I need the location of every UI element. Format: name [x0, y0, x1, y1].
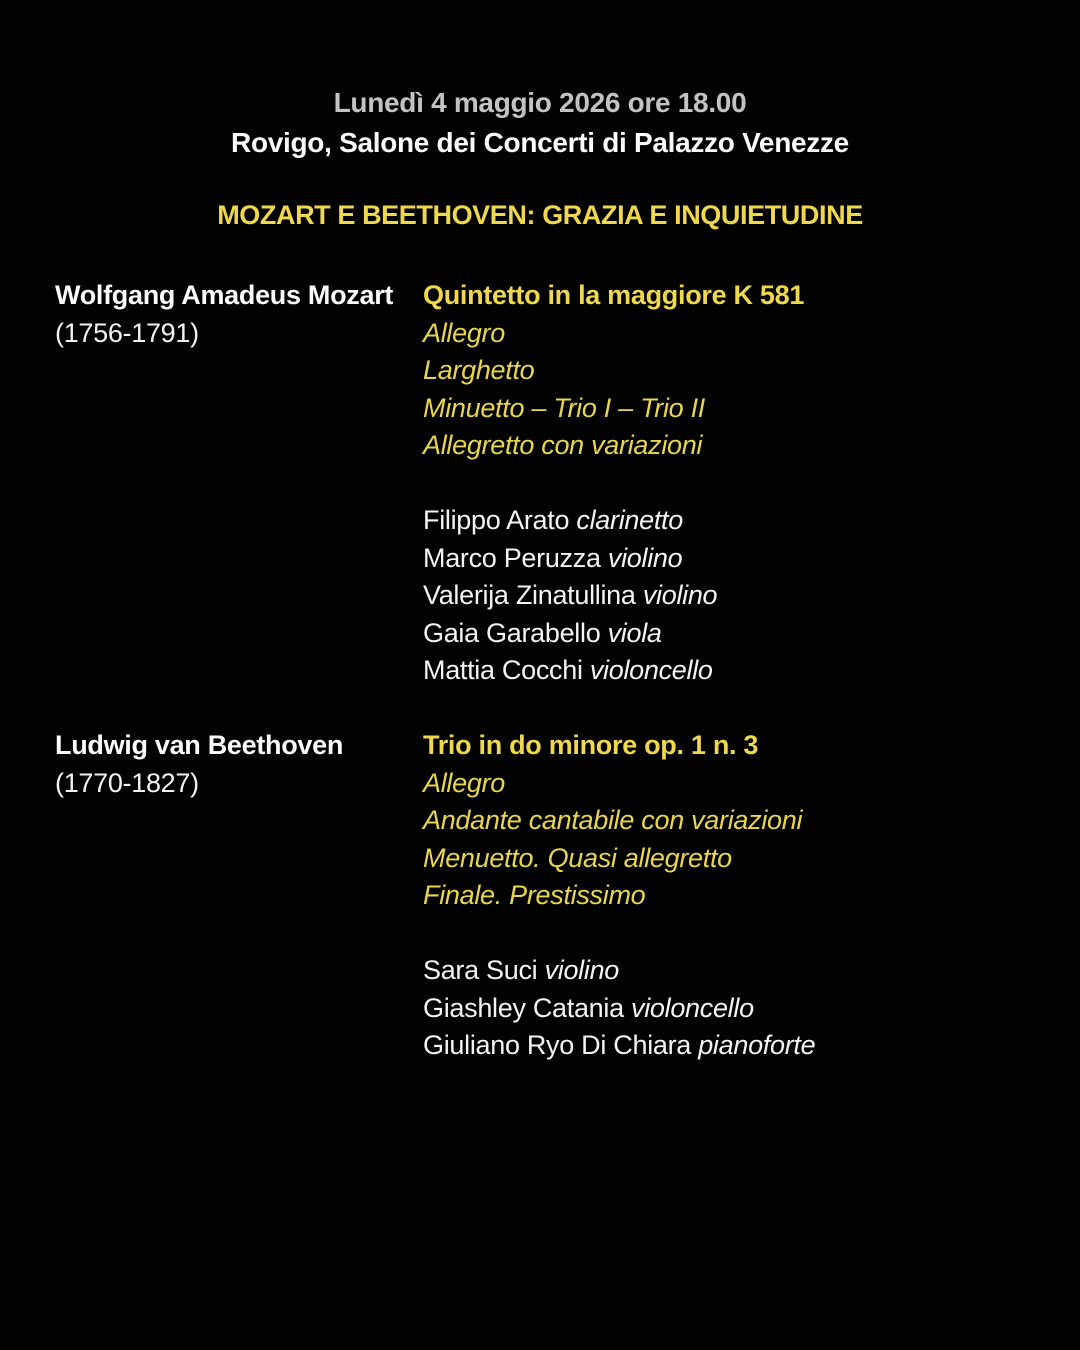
performer: [423, 1027, 1063, 1065]
work-column: [423, 727, 1063, 1065]
performer-instrument: viola: [607, 617, 662, 648]
event-datetime: Lunedì 4 maggio 2026 ore 18.00: [333, 87, 747, 118]
performer: [423, 577, 1063, 615]
concert-title: MOZART E BEETHOVEN: GRAZIA E INQUIETUDINE: [217, 200, 863, 230]
performer-name: Mattia Cocchi: [423, 655, 583, 685]
composer-column: [55, 277, 415, 352]
work-column: [423, 277, 1063, 690]
performer-name: Filippo Arato: [423, 505, 570, 535]
performer-instrument: violino: [544, 955, 620, 985]
movement: Allegretto con variazioni: [423, 430, 703, 460]
movement: Finale. Prestissimo: [423, 880, 646, 910]
performer-instrument: pianoforte: [698, 1030, 816, 1060]
performer-name: Valerija Zinatullina: [423, 580, 636, 610]
performer: [423, 502, 1063, 540]
composer-name: Ludwig van Beethoven: [55, 730, 344, 760]
performer: [423, 990, 1063, 1028]
movement: Allegro: [423, 317, 505, 348]
performer-name: Giashley Catania: [423, 992, 624, 1023]
performer-instrument: violoncello: [631, 992, 754, 1023]
composer-dates: (1756-1791): [55, 317, 199, 348]
performer: [423, 952, 1063, 990]
performer-name: Marco Peruzza: [423, 542, 601, 573]
movement: Menuetto. Quasi allegretto: [423, 842, 732, 873]
spacer: [423, 915, 1063, 953]
work-title: Trio in do minore op. 1 n. 3: [423, 730, 759, 760]
performer: [423, 652, 1063, 690]
performer: [423, 615, 1063, 653]
movement: Allegro: [423, 767, 505, 798]
performer-name: Gaia Garabello: [423, 617, 601, 648]
composer-name: Wolfgang Amadeus Mozart: [55, 280, 394, 310]
event-venue: Rovigo, Salone dei Concerti di Palazzo Venezze: [231, 127, 849, 158]
movement: Larghetto: [423, 355, 535, 385]
spacer: [423, 465, 1063, 503]
performer-name: Giuliano Ryo Di Chiara: [423, 1030, 692, 1060]
performer-name: Sara Suci: [423, 955, 538, 985]
performer-instrument: clarinetto: [576, 505, 683, 535]
composer-dates: (1770-1827): [55, 767, 199, 798]
work-title: Quintetto in la maggiore K 581: [423, 280, 805, 310]
performer-instrument: violoncello: [589, 655, 713, 685]
performer-instrument: violino: [642, 580, 718, 610]
movement: Andante cantabile con variazioni: [423, 805, 803, 835]
performer-instrument: violino: [607, 542, 683, 573]
movement: Minuetto – Trio I – Trio II: [423, 392, 705, 423]
composer-column: [55, 727, 415, 802]
performer: [423, 540, 1063, 578]
